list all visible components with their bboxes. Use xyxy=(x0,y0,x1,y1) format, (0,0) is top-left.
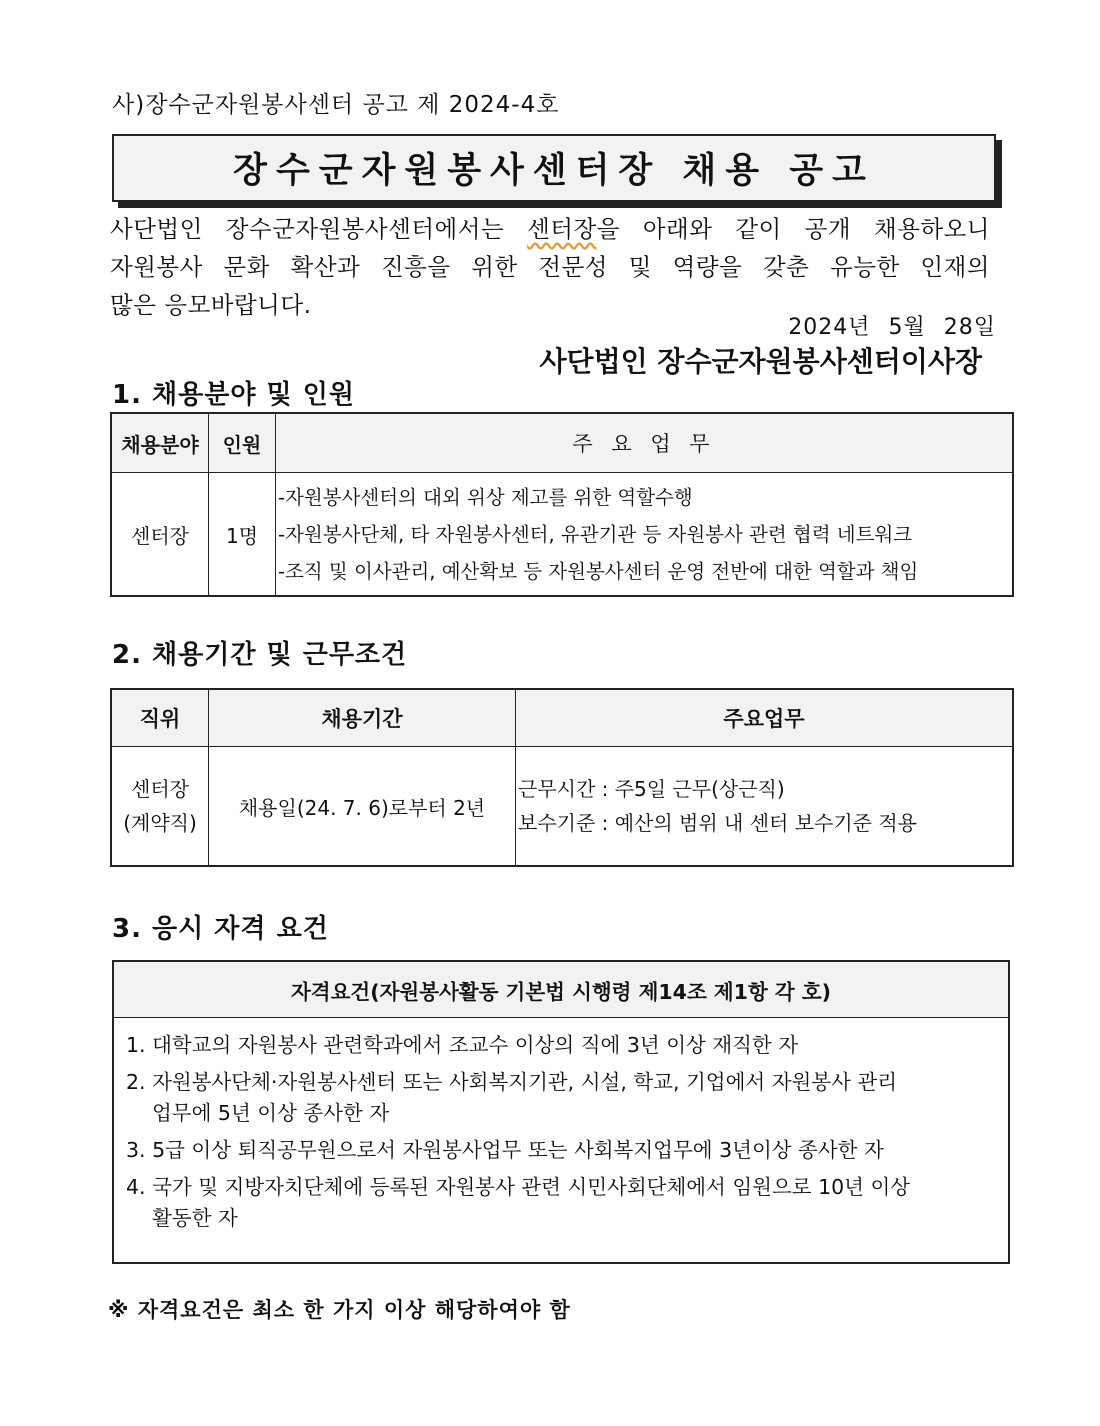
header-main-duties: 주요업무 xyxy=(516,689,1014,747)
intro-line-2: 자원봉사 문화 확산과 진흥을 위한 전문성 및 역량을 갖춘 유능한 인재의 xyxy=(110,253,990,281)
notice-date: 2024년 5월 28일 xyxy=(788,315,996,340)
intro-line-1 xyxy=(110,210,990,248)
intro-line-3: 많은 응모바랍니다. xyxy=(110,291,312,319)
header-duties: 주 요 업 무 xyxy=(276,413,1014,473)
organization-name: 사단법인 장수군자원봉사센터이사장 xyxy=(539,345,982,378)
header-period: 채용기간 xyxy=(209,689,516,747)
qualification-list xyxy=(114,1018,1008,1234)
header-count: 인원 xyxy=(209,413,276,473)
condition-item: 보수기준 : 예산의 범위 내 센터 보수기준 적용 xyxy=(518,811,917,835)
cell-duties xyxy=(276,473,1014,597)
table-row xyxy=(111,747,1013,867)
notice-number: 사)장수군자원봉사센터 공고 제 2024-4호 xyxy=(112,92,560,118)
qualification-text-continued: 업무에 5년 이상 종사한 자 xyxy=(152,1101,390,1125)
position-title: 센터장 xyxy=(131,777,189,801)
duty-item: -자원봉사단체, 타 자원봉사센터, 유관기관 등 자원봉사 관련 협력 네트워크 xyxy=(278,522,913,546)
duty-item: -조직 및 이사관리, 예산확보 등 자원봉사센터 운영 전반에 대한 역할과 책임 xyxy=(278,559,919,583)
list-item xyxy=(126,1067,1008,1129)
qualification-text-continued: 활동한 자 xyxy=(152,1206,238,1230)
table-header-row xyxy=(111,413,1013,473)
qualification-text: 3. 5급 이상 퇴직공무원으로서 자원봉사업무 또는 사회복지업무에 3년이상 종사한 자 xyxy=(126,1138,884,1162)
list-item xyxy=(126,1135,1008,1166)
cell-conditions xyxy=(516,747,1014,867)
page-title: 장수군자원봉사센터장 채용 공고 xyxy=(233,151,875,191)
table-row xyxy=(111,473,1013,597)
footnote: ※ 자격요건은 최소 한 가지 이상 해당하여야 함 xyxy=(108,1298,571,1322)
position-note: (계약직) xyxy=(123,811,197,835)
title-box xyxy=(112,134,996,202)
cell-position xyxy=(111,747,209,867)
intro-text-b: 을 아래와 같이 공개 채용하오니 xyxy=(596,215,991,243)
table-header-row xyxy=(111,689,1013,747)
term-table xyxy=(110,688,1014,867)
section-2-heading: 2. 채용기간 및 근무조건 xyxy=(112,640,408,670)
condition-item: 근무시간 : 주5일 근무(상근직) xyxy=(518,777,785,801)
list-item xyxy=(126,1172,1008,1234)
spellcheck-underlined-word: 센터장 xyxy=(527,215,597,243)
cell-count: 1명 xyxy=(209,473,276,597)
intro-text-a: 사단법인 장수군자원봉사센터에서는 xyxy=(110,215,528,243)
qualification-text: 2. 자원봉사단체·자원봉사센터 또는 사회복지기관, 시설, 학교, 기업에서 자원봉사 관리 xyxy=(126,1070,898,1094)
intro-paragraph xyxy=(110,210,990,324)
duty-item: -자원봉사센터의 대외 위상 제고를 위한 역할수행 xyxy=(278,485,693,509)
list-item xyxy=(126,1030,1008,1061)
section-3-heading: 3. 응시 자격 요건 xyxy=(112,914,329,944)
qualification-text: 4. 국가 및 지방자치단체에 등록된 자원봉사 관련 시민사회단체에서 임원으로 10년 이상 xyxy=(126,1175,911,1199)
qualification-text: 1. 대학교의 자원봉사 관련학과에서 조교수 이상의 직에 3년 이상 재직한 자 xyxy=(126,1033,799,1057)
qualification-box-title: 자격요건(자원봉사활동 기본법 시행령 제14조 제1항 각 호) xyxy=(114,962,1008,1018)
header-position: 직위 xyxy=(111,689,209,747)
cell-period: 채용일(24. 7. 6)로부터 2년 xyxy=(209,747,516,867)
header-field: 채용분야 xyxy=(111,413,209,473)
section-1-heading: 1. 채용분야 및 인원 xyxy=(112,380,355,410)
qualification-box xyxy=(112,960,1010,1264)
recruitment-table xyxy=(110,412,1014,597)
cell-field: 센터장 xyxy=(111,473,209,597)
